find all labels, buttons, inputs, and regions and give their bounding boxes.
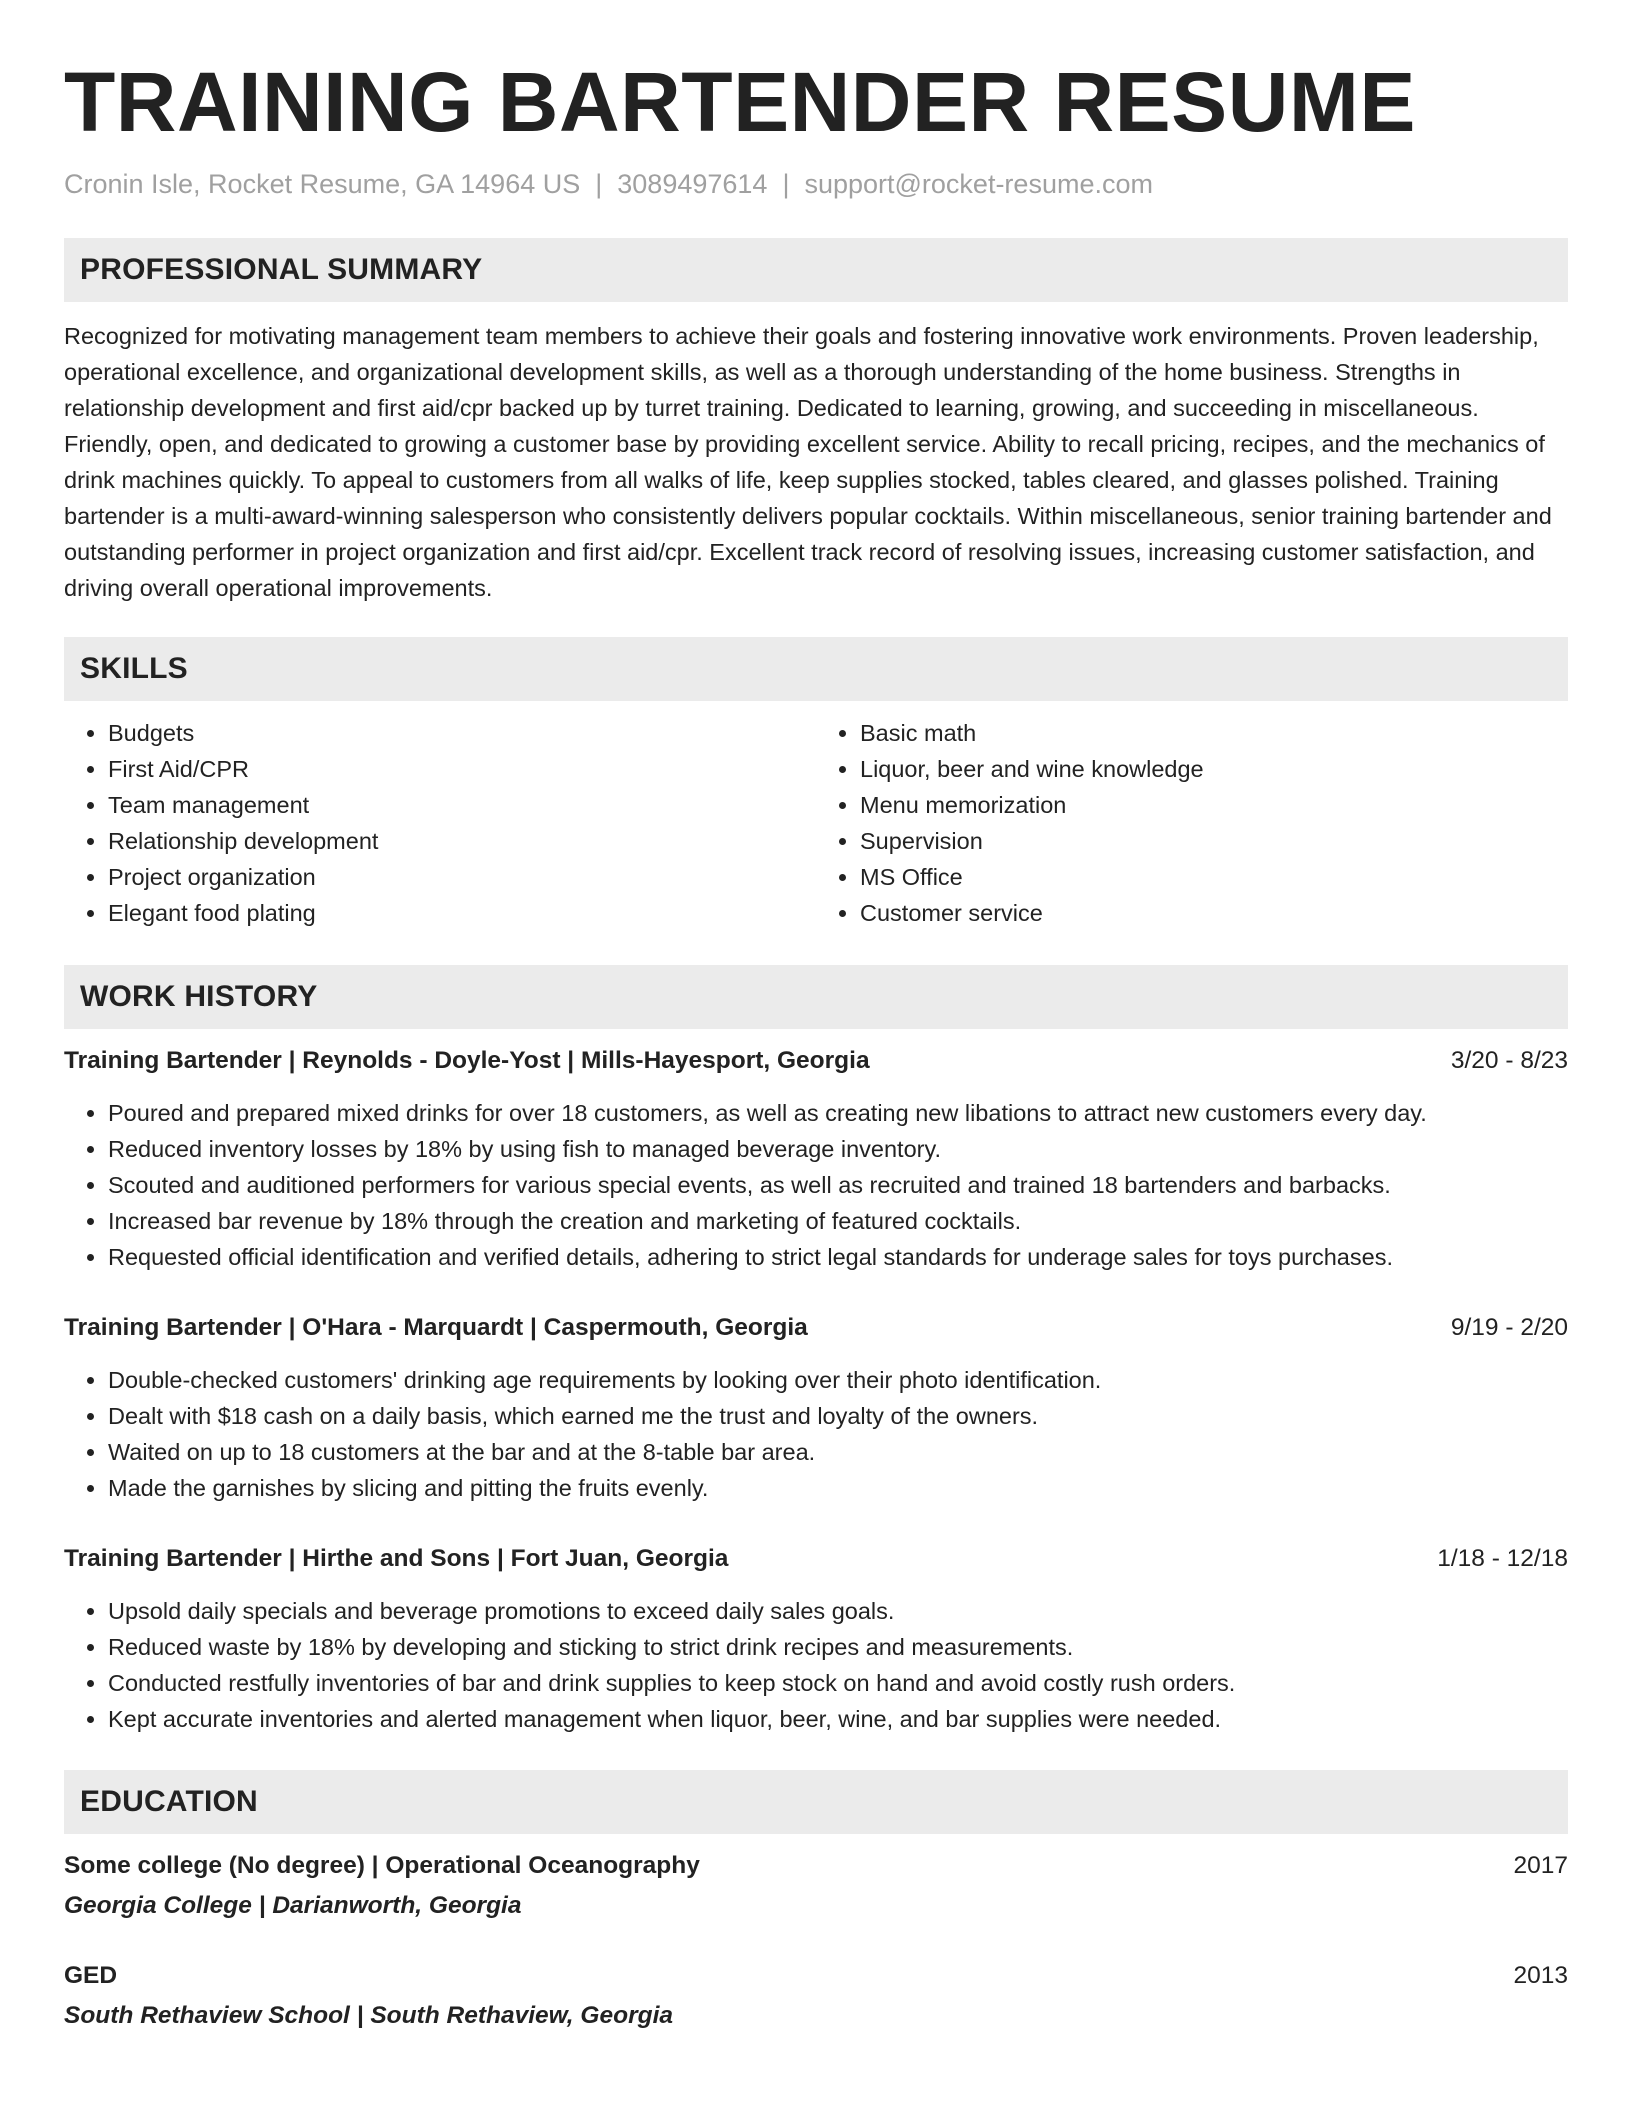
skills-heading: SKILLS — [64, 637, 1568, 701]
job-bullet: • Increased bar revenue by 18% through the creation and marketing of featured cocktails. — [108, 1203, 1568, 1239]
job-bullet: • Conducted restfully inventories of bar and drink supplies to keep stock on hand and avoid costly rush orders. — [108, 1665, 1568, 1701]
contact-email: support@rocket-resume.com — [804, 169, 1153, 199]
job-bullet: • Dealt with $18 cash on a daily basis, which earned me the trust and loyalty of the owners. — [108, 1398, 1568, 1434]
skills-column-right — [816, 715, 1568, 931]
contact-separator: | — [595, 169, 603, 199]
summary-text: Recognized for motivating management team members to achieve their goals and fostering innovative work environments. Proven leadership, operational excellence, and organizational development skills, as well as a thorough understanding of the home business. Strengths in relationship development and first aid/cpr backed up by turret training. Dedicated to learning, growing, and succeeding in miscellaneous. Friendly, open, and dedicated to growing a customer base by providing excellent service. Ability to recall pricing, recipes, and the mechanics of drink machines quickly. To appeal to customers from all walks of life, keep supplies stocked, tables cleared, and glasses polished. Training bartender is a multi-award-winning salesperson who consistently delivers popular cocktails. Within miscellaneous, senior training bartender and outstanding performer in project organization and first aid/cpr. Excellent track record of resolving issues, increasing customer satisfaction, and driving overall operational improvements. — [64, 323, 1552, 601]
job-entry — [64, 1043, 1568, 1275]
job-title: Training Bartender | Reynolds - Doyle-Yost | Mills-Hayesport, Georgia — [64, 1047, 870, 1074]
education-school: South Rethaview School | South Rethaview, Georgia — [64, 2002, 674, 2029]
job-header — [64, 1541, 1568, 1577]
education-header — [64, 1958, 1568, 1994]
job-bullet: • Kept accurate inventories and alerted management when liquor, beer, wine, and bar supplies were needed. — [108, 1701, 1568, 1737]
skill-item: • Relationship development — [108, 823, 816, 859]
job-bullet: • Scouted and auditioned performers for various special events, as well as recruited and trained 18 bartenders and barbacks. — [108, 1167, 1568, 1203]
job-header — [64, 1310, 1568, 1346]
job-dates: 9/19 - 2/20 — [1450, 1314, 1568, 1341]
skill-item: • Liquor, beer and wine knowledge — [860, 751, 1568, 787]
job-bullet-list — [64, 1095, 1568, 1275]
contact-separator: | — [782, 169, 790, 199]
skill-item: • Team management — [108, 787, 816, 823]
job-bullet: • Requested official identification and verified details, adhering to strict legal standards for underage sales for toys purchases. — [108, 1239, 1568, 1275]
job-bullet: • Reduced inventory losses by 18% by using fish to managed beverage inventory. — [108, 1131, 1568, 1167]
job-title: Training Bartender | O'Hara - Marquardt | Caspermouth, Georgia — [64, 1314, 808, 1341]
work-history-heading: WORK HISTORY — [64, 965, 1568, 1029]
summary-heading: PROFESSIONAL SUMMARY — [64, 238, 1568, 302]
job-bullet: • Made the garnishes by slicing and pitting the fruits evenly. — [108, 1470, 1568, 1506]
skill-item: • Elegant food plating — [108, 895, 816, 931]
contact-line — [64, 166, 1568, 202]
skills-column-left — [64, 715, 816, 931]
skills-list — [64, 715, 1568, 931]
skill-item: • Supervision — [860, 823, 1568, 859]
job-entry — [64, 1541, 1568, 1737]
job-entry — [64, 1310, 1568, 1506]
skill-item: • Project organization — [108, 859, 816, 895]
contact-phone: 3089497614 — [617, 169, 768, 199]
education-degree: Some college (No degree) | Operational Oceanography — [64, 1852, 700, 1879]
education-entry — [64, 1958, 1568, 2034]
skill-item: • Customer service — [860, 895, 1568, 931]
education-entry — [64, 1848, 1568, 1924]
skill-item: • First Aid/CPR — [108, 751, 816, 787]
education-degree: GED — [64, 1962, 118, 1989]
job-dates: 3/20 - 8/23 — [1450, 1047, 1568, 1074]
education-heading: EDUCATION — [64, 1770, 1568, 1834]
resume-title: TRAINING BARTENDER RESUME — [64, 55, 1416, 149]
job-bullet: • Poured and prepared mixed drinks for over 18 customers, as well as creating new libations to attract new customers every day. — [108, 1095, 1568, 1131]
education-year: 2017 — [1513, 1852, 1568, 1879]
job-bullet-list — [64, 1362, 1568, 1506]
job-bullet-list — [64, 1593, 1568, 1737]
education-header — [64, 1848, 1568, 1884]
skill-item: • Budgets — [108, 715, 816, 751]
job-bullet: • Upsold daily specials and beverage promotions to exceed daily sales goals. — [108, 1593, 1568, 1629]
skill-item: • Basic math — [860, 715, 1568, 751]
job-dates: 1/18 - 12/18 — [1437, 1545, 1568, 1572]
job-bullet: • Double-checked customers' drinking age requirements by looking over their photo identification. — [108, 1362, 1568, 1398]
skill-item: • Menu memorization — [860, 787, 1568, 823]
contact-address: Cronin Isle, Rocket Resume, GA 14964 US — [64, 169, 581, 199]
job-title: Training Bartender | Hirthe and Sons | Fort Juan, Georgia — [64, 1545, 729, 1572]
education-year: 2013 — [1513, 1962, 1568, 1989]
education-school: Georgia College | Darianworth, Georgia — [64, 1892, 522, 1919]
job-bullet: • Reduced waste by 18% by developing and sticking to strict drink recipes and measurements. — [108, 1629, 1568, 1665]
job-header — [64, 1043, 1568, 1079]
skill-item: • MS Office — [860, 859, 1568, 895]
job-bullet: • Waited on up to 18 customers at the bar and at the 8-table bar area. — [108, 1434, 1568, 1470]
